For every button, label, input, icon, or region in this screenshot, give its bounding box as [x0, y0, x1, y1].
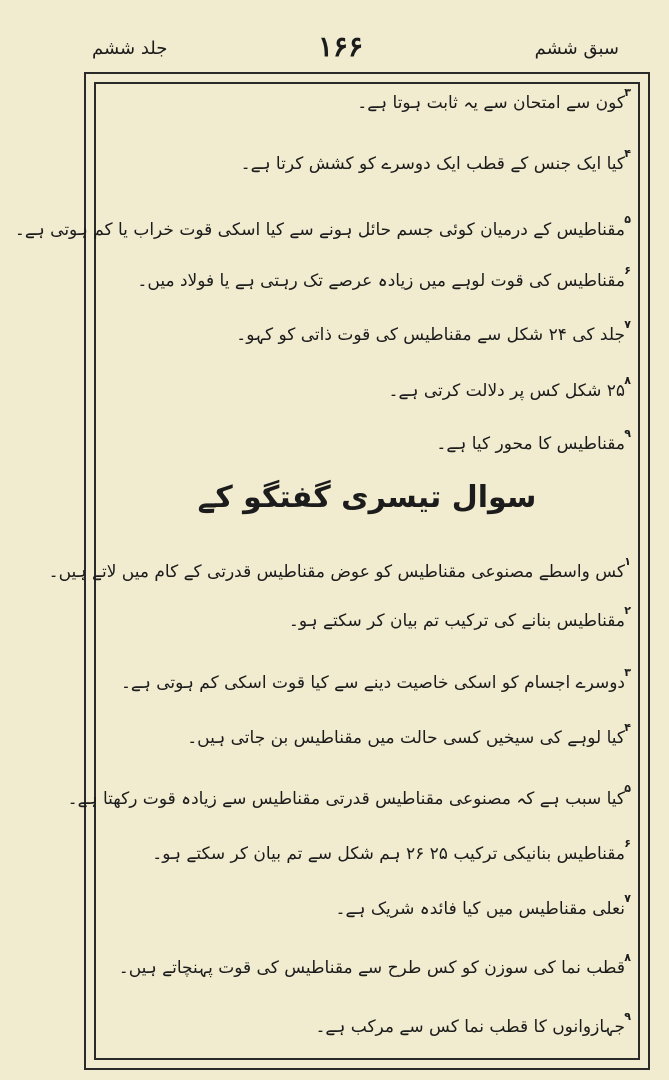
question-s2-4: [187, 721, 631, 749]
question-text: کس واسطے مصنوعی مقناطیس کو عوض مقناطیس قدرتی کے کام میں لاتے ہیں۔: [48, 562, 625, 582]
question-text: ۲۵ شکل کس پر دلالت کرتی ہے۔: [388, 381, 625, 401]
question-text: مقناطیس کی قوت لوہے میں زیادہ عرصے تک رہتی ہے یا فولاد میں۔: [137, 271, 625, 291]
question-s1-9: [436, 427, 631, 455]
question-number: ۵: [624, 213, 631, 226]
question-text: نعلی مقناطیس میں کیا فائدہ شریک ہے۔: [335, 899, 625, 919]
question-s1-3: [357, 86, 631, 114]
question-s2-9: [315, 1010, 631, 1038]
question-number: ۵: [624, 782, 631, 795]
question-number: ۳: [624, 666, 631, 679]
question-s1-4: [240, 147, 631, 175]
question-text: مقناطیس بنانیکی ترکیب ۲۵ ۲۶ ہم شکل سے تم بیان کر سکتے ہو۔: [152, 844, 625, 864]
question-number: ۸: [624, 374, 631, 387]
question-s2-2: [288, 604, 631, 632]
question-text: دوسرے اجسام کو اسکی خاصیت دینے سے کیا قوت اسکی کم ہوتی ہے۔: [120, 673, 625, 693]
question-text: کون سے امتحان سے یہ ثابت ہوتا ہے۔: [357, 93, 625, 113]
volume-label: جلد ششم: [92, 38, 168, 59]
question-number: ۷: [624, 318, 631, 331]
question-s2-8: [118, 951, 631, 979]
question-number: ۹: [624, 427, 631, 440]
question-s2-7: [335, 892, 631, 920]
question-s2-1: [48, 555, 631, 583]
question-text: کیا لوہے کی سیخیں کسی حالت میں مقناطیس بن جاتی ہیں۔: [187, 728, 625, 748]
question-text: جہازوانوں کا قطب نما کس سے مرکب ہے۔: [315, 1017, 625, 1037]
question-number: ۱: [624, 555, 631, 568]
question-number: ۲: [624, 604, 631, 617]
question-number: ۴: [624, 721, 631, 734]
question-number: ۸: [624, 951, 631, 964]
question-text: مقناطیس کے درمیان کوئی جسم حائل ہونے سے کیا اسکی قوت خراب یا کم ہوتی ہے۔: [14, 220, 625, 240]
question-s1-6: [137, 264, 631, 292]
question-number: ۶: [624, 837, 631, 850]
question-number: ۹: [624, 1010, 631, 1023]
question-s2-5: [67, 782, 631, 810]
question-number: ۴: [624, 147, 631, 160]
question-text: کیا ایک جنس کے قطب ایک دوسرے کو کشش کرتا ہے۔: [240, 154, 625, 174]
question-text: قطب نما کی سوزن کو کس طرح سے مقناطیس کی قوت پہنچاتے ہیں۔: [118, 958, 625, 978]
page-header: [0, 26, 669, 76]
question-text: مقناطیس بنانے کی ترکیب تم بیان کر سکتے ہو۔: [288, 611, 625, 631]
question-s2-6: [152, 837, 631, 865]
page-number: ۱۶۶: [318, 30, 364, 63]
question-s1-8: [388, 374, 631, 402]
question-s1-7: [236, 318, 631, 346]
question-number: ۳: [624, 86, 631, 99]
question-s2-3: [120, 666, 631, 694]
question-s1-5: [14, 213, 631, 241]
question-number: ۷: [624, 892, 631, 905]
question-text: مقناطیس کا محور کیا ہے۔: [436, 434, 625, 454]
question-number: ۶: [624, 264, 631, 277]
section-heading: سوال تیسری گفتگو کے: [197, 480, 537, 515]
question-text: کیا سبب ہے کہ مصنوعی مقناطیس قدرتی مقناطیس سے زیادہ قوت رکھتا ہے۔: [67, 789, 625, 809]
section-label: سبق ششم: [534, 38, 619, 59]
question-text: جلد کی ۲۴ شکل سے مقناطیس کی قوت ذاتی کو کہو۔: [236, 325, 625, 345]
